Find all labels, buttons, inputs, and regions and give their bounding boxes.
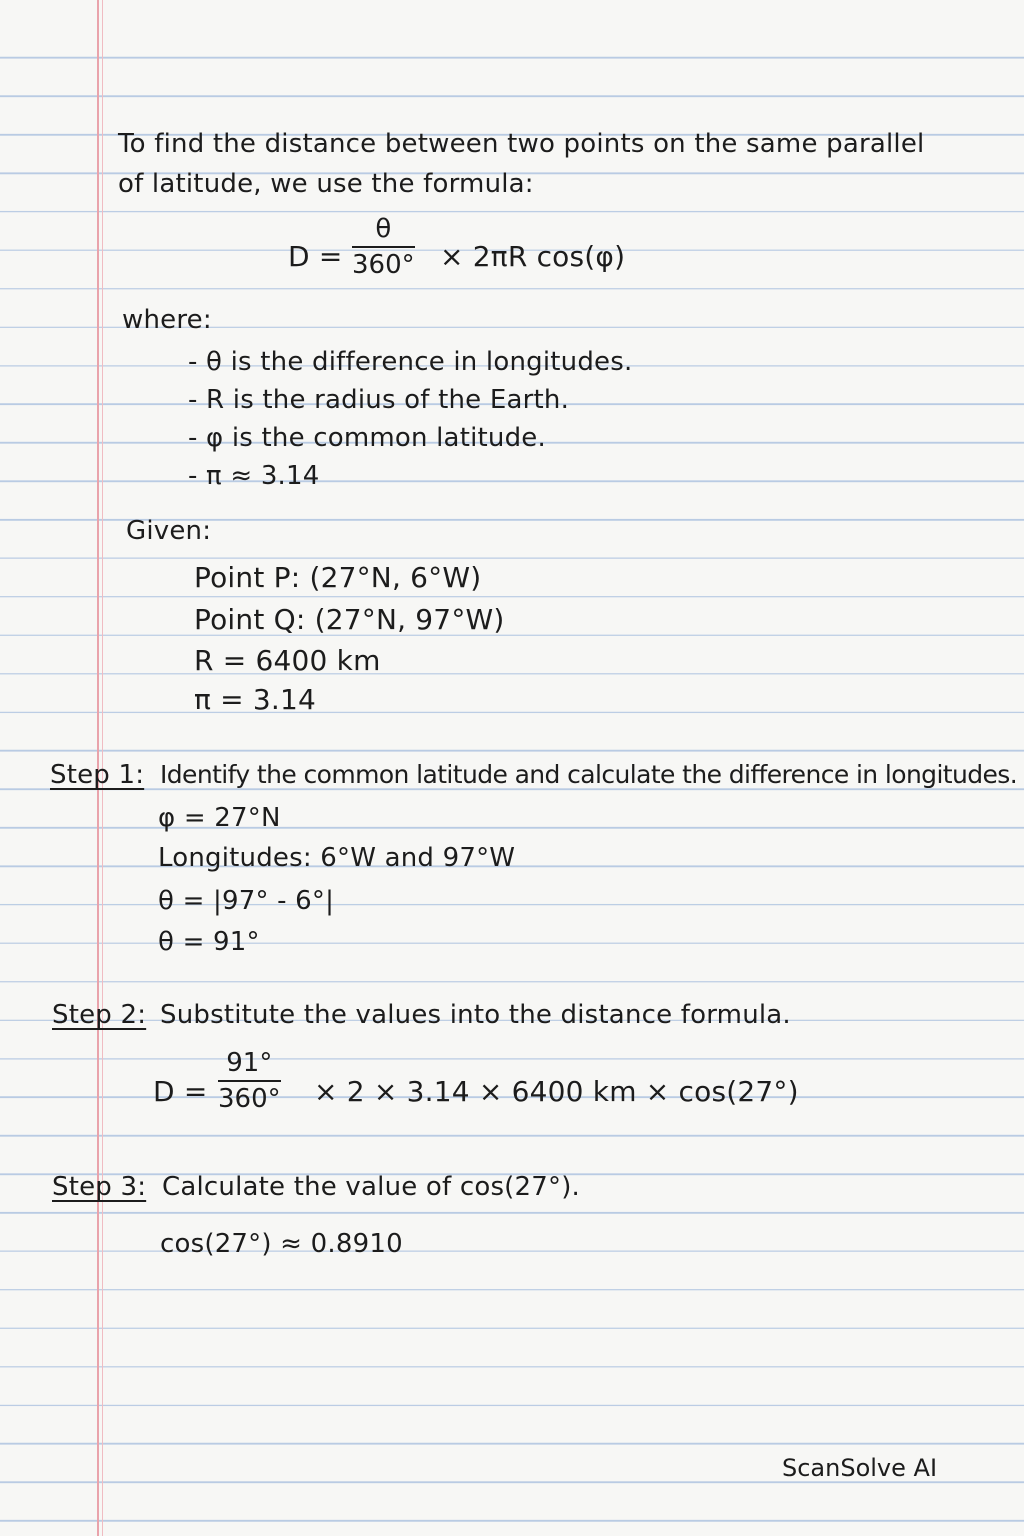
step2-fraction bbox=[218, 1048, 281, 1114]
step3-line: cos(27°) ≈ 0.8910 bbox=[160, 1229, 403, 1259]
intro-line-1: To find the distance between two points on the same parallel bbox=[118, 129, 925, 159]
where-item: - φ is the common latitude. bbox=[188, 423, 546, 453]
where-item: - R is the radius of the Earth. bbox=[188, 385, 570, 415]
intro-line-2: of latitude, we use the formula: bbox=[118, 169, 534, 199]
where-item: - π ≈ 3.14 bbox=[188, 461, 320, 491]
given-item: π = 3.14 bbox=[194, 683, 317, 716]
formula-numerator: θ bbox=[375, 214, 392, 244]
where-item: - θ is the difference in longitudes. bbox=[188, 347, 633, 377]
step3-text: Calculate the value of cos(27°). bbox=[162, 1172, 581, 1202]
step2-rhs: × 2 × 3.14 × 6400 km × cos(27°) bbox=[314, 1075, 799, 1108]
step1-text: Identify the common latitude and calculate the difference in longitudes. bbox=[160, 760, 1018, 789]
brand-label: ScanSolve AI bbox=[782, 1454, 938, 1482]
given-label: Given: bbox=[126, 516, 212, 546]
step2-text: Substitute the values into the distance formula. bbox=[160, 1000, 791, 1030]
step1-heading: Step 1: bbox=[50, 760, 145, 790]
step2-denominator: 360° bbox=[218, 1084, 281, 1114]
step1-line: Longitudes: 6°W and 97°W bbox=[158, 843, 516, 873]
formula-rhs: × 2πR cos(φ) bbox=[440, 240, 626, 273]
where-label: where: bbox=[122, 305, 212, 335]
step1-line: φ = 27°N bbox=[158, 803, 281, 833]
given-item: Point P: (27°N, 6°W) bbox=[194, 561, 482, 594]
formula-fraction bbox=[352, 214, 415, 280]
step3-heading: Step 3: bbox=[52, 1172, 147, 1202]
given-item: Point Q: (27°N, 97°W) bbox=[194, 603, 505, 636]
step2-numerator: 91° bbox=[226, 1048, 273, 1078]
step1-line: θ = |97° - 6°| bbox=[158, 886, 335, 916]
step1-line: θ = 91° bbox=[158, 927, 260, 957]
formula-denominator: 360° bbox=[352, 250, 415, 280]
step2-lhs: D = bbox=[153, 1075, 208, 1108]
step2-heading: Step 2: bbox=[52, 1000, 147, 1030]
formula-lhs: D = bbox=[288, 240, 343, 273]
given-item: R = 6400 km bbox=[194, 644, 381, 677]
